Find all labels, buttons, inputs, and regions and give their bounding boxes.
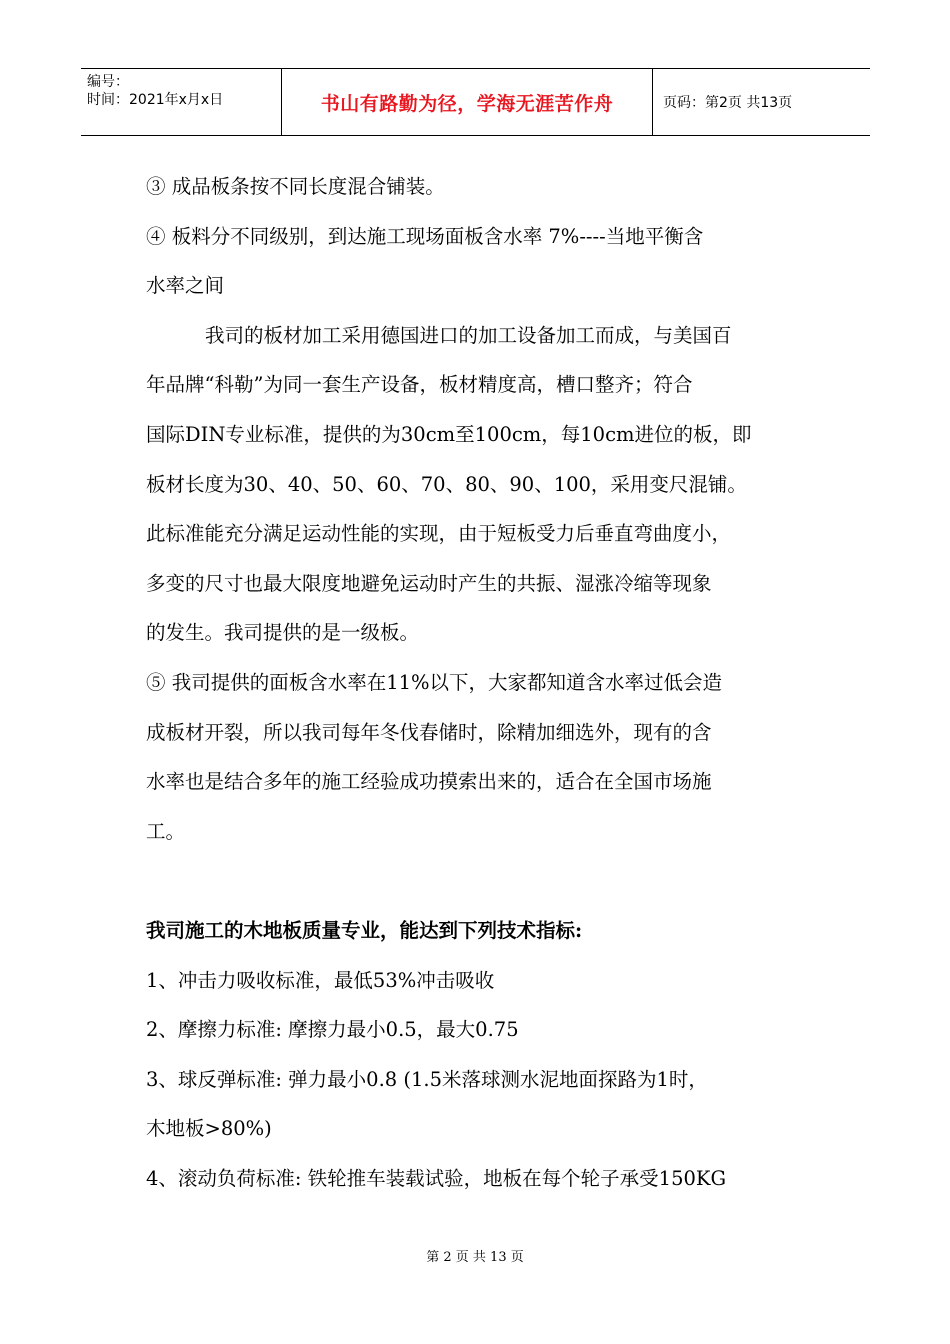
header-meta — [81, 69, 282, 135]
paragraph-processing-line-5: 此标准能充分满足运动性能的实现，由于短板受力后垂直弯曲度小， — [146, 522, 732, 546]
number-label: 编号： — [87, 74, 129, 90]
spec-item-3-line-2: 木地板>80%) — [146, 1117, 272, 1141]
time-label: 时间：2021年x月x日 — [87, 92, 224, 108]
document-body — [146, 162, 826, 1203]
paragraph-processing-line-6: 多变的尺寸也最大限度地避免运动时产生的共振、湿涨冷缩等现象 — [146, 571, 712, 595]
paragraph-processing-line-2: 年品牌“科勒”为同一套生产设备，板材精度高，槽口整齐；符合 — [146, 373, 693, 397]
paragraph-item-5-line-2: 成板材开裂，所以我司每年冬伐春储时，除精加细选外，现有的含 — [146, 720, 712, 744]
spec-item-1: 1、冲击力吸收标准，最低53%冲击吸收 — [146, 968, 495, 992]
paragraph-item-4-line-1: ④ 板料分不同级别，到达施工现场面板含水率 7%----当地平衡含 — [146, 224, 704, 248]
spec-item-3-line-1: 3、球反弹标准: 弹力最小0.8 (1.5米落球测水泥地面探路为1时， — [146, 1067, 708, 1091]
paragraph-processing-line-3: 国际DIN专业标准，提供的为30cm至100cm，每10cm进位的板，即 — [146, 422, 752, 446]
spec-item-4: 4、滚动负荷标准: 铁轮推车装载试验，地板在每个轮子承受150KG — [146, 1166, 727, 1190]
paragraph-processing-line-7: 的发生。我司提供的是一级板。 — [146, 621, 420, 645]
blank-line — [146, 856, 826, 906]
page-footer: 第 2 页 共 13 页 — [426, 1250, 524, 1265]
spec-item-2: 2、摩擦力标准: 摩擦力最小0.5，最大0.75 — [146, 1018, 519, 1042]
header-motto: 书山有路勤为径，学海无涯苦作舟 — [282, 69, 653, 135]
header-page-info: 页码：第2页 共13页 — [663, 95, 793, 111]
section-heading: 我司施工的木地板质量专业，能达到下列技术指标: — [146, 918, 583, 942]
paragraph-item-5-line-3: 水率也是结合多年的施工经验成功摸索出来的，适合在全国市场施 — [146, 770, 712, 794]
paragraph-processing-line-4: 板材长度为30、40、50、60、70、80、90、100，采用变尺混铺。 — [146, 472, 747, 496]
document-header — [81, 68, 870, 136]
paragraph-item-5-line-4: 工。 — [146, 819, 186, 843]
paragraph-item-3: ③ 成品板条按不同长度混合铺装。 — [146, 175, 445, 198]
paragraph-processing-line-1: 我司的板材加工采用德国进口的加工设备加工而成，与美国百 — [205, 323, 732, 347]
paragraph-item-5-line-1: ⑤ 我司提供的面板含水率在11%以下，大家都知道含水率过低会造 — [146, 670, 723, 694]
paragraph-item-4-line-2: 水率之间 — [146, 274, 225, 298]
